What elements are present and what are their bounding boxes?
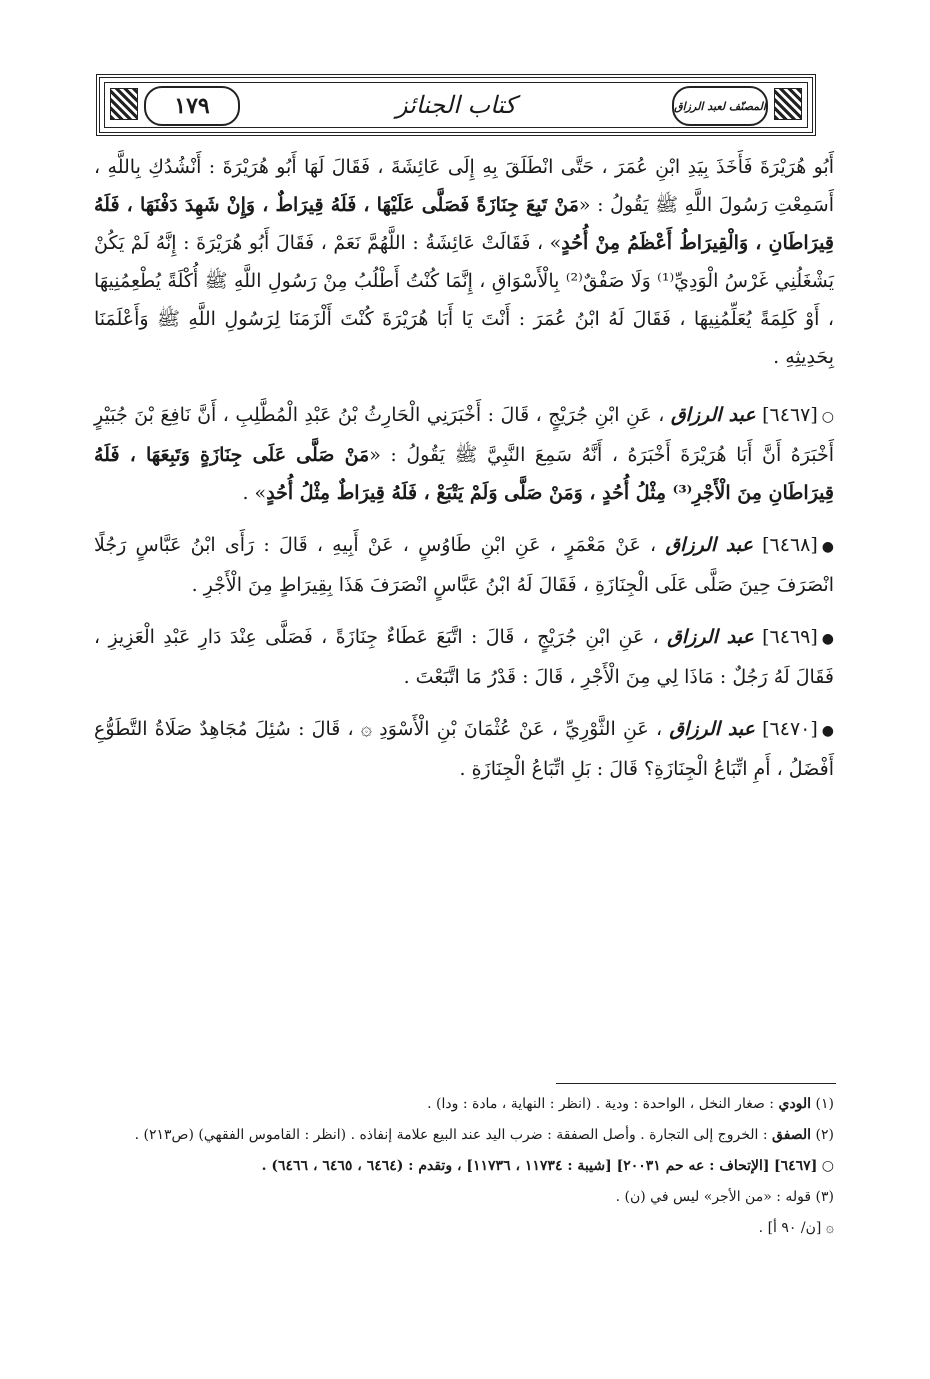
page-header [96,74,816,136]
hadith-paragraph: ○[٦٤٦٧] عبد الرزاق ، عَنِ ابْنِ جُرَيْجٍ ، قَالَ : أَخْبَرَنِي الْحَارِثُ بْنُ عَبْدِ الْمُطَّلِبِ ، أَنَّ نَافِعَ بْنَ جُبَيْرٍ أَخْبَرَهُ أَنَّ أَبَا هُرَيْرَةَ أَخْبَرَهُ ، أَنَّهُ سَمِعَ النَّبِيَّ ﷺ يَقُولُ : «مَنْ صَلَّى عَلَى جِنَازَةٍ وَتَبِعَهَا ، فَلَهُ قِيرَاطَانِ مِنَ الْأَجْرِ⁽³⁾ مِثْلُ أُحُدٍ ، وَمَنْ صَلَّى وَلَمْ يَتْبَعْ ، فَلَهُ قِيرَاطٌ مِثْلُ أُحُدٍ» . [94,396,834,512]
book-emblem: المصنّف لعبد الرزاق [672,86,768,126]
footnotes [94,1092,834,1247]
header-title: كتاب الجنائز [395,91,517,119]
hadith-number: [٦٤٦٨] [762,534,818,556]
star-marker-icon: ۞ [825,1220,834,1236]
hadith-number: [٦٤٧٠] [762,718,818,740]
main-text [94,148,834,802]
footnote: (١) الودي : صغار النخل ، الواحدة : ودية . (انظر : النهاية ، مادة : ودا) . [427,1096,834,1112]
source-name: عبد الرزاق [670,404,756,426]
source-name: عبد الرزاق [667,626,754,648]
hadith-paragraph: ●[٦٤٦٨] عبد الرزاق ، عَنْ مَعْمَرٍ ، عَنِ ابْنِ طَاوُسٍ ، عَنْ أَبِيهِ ، قَالَ : رَأَى ابْنُ عَبَّاسٍ رَجُلًا انْصَرَفَ حِينَ صَلَّى عَلَى الْجِنَازَةِ ، فَقَالَ لَهُ ابْنُ عَبَّاسٍ انْصَرَفَ هَذَا بِقِيرَاطٍ مِنَ الْأَجْرِ . [94,526,834,604]
filled-circle-icon: ● [821,723,834,739]
hadith-paragraph: ●[٦٤٧٠] عبد الرزاق ، عَنِ الثَّوْرِيِّ ، عَنْ عُثْمَانَ بْنِ الْأَسْوَدِ ۞ ، قَالَ : سُئِلَ مُجَاهِدٌ صَلَاةُ التَّطَوُّعِ أَفْضَلُ ، أَمِ اتِّبَاعُ الْجِنَازَةِ؟ قَالَ : بَلِ اتِّبَاعُ الْجِنَازَةِ . [94,710,834,788]
footnote: (٣) قوله : «من الأجر» ليس في (ن) . [615,1189,834,1205]
footnote: ○ [٦٤٦٧] [الإتحاف : عه حم ٢٠٠٣١] [شيبة : ١١٧٣٤ ، ١١٧٣٦] ، وتقدم : (٦٤٦٤ ، ٦٤٦٥ ، ٦٤٦٦) . [261,1158,834,1174]
page-number: ١٧٩ [144,86,240,126]
source-name: عبد الرزاق [669,718,755,740]
hadith-number: [٦٤٦٩] [762,626,818,648]
footnote-divider [556,1083,836,1084]
filled-circle-icon: ● [821,631,835,647]
hadith-paragraph: ●[٦٤٦٩] عبد الرزاق ، عَنِ ابْنِ جُرَيْجٍ ، قَالَ : اتَّبَعَ عَطَاءٌ جِنَازَةً ، فَصَلَّى عِنْدَ دَارِ عَبْدِ الْعَزِيزِ ، فَقَالَ لَهُ رَجُلٌ : مَاذَا لِي مِنَ الْأَجْرِ ، قَالَ : قَدْرُ مَا اتَّبَعْتَ . [94,618,834,696]
hadith-paragraph: أَبُو هُرَيْرَةَ فَأَخَذَ بِيَدِ ابْنِ عُمَرَ ، حَتَّى انْطَلَقَ بِهِ إِلَى عَائِشَةَ ، فَقَالَ لَهَا أَبُو هُرَيْرَةَ : أَنْشُدُكِ بِاللَّهِ ، أَسَمِعْتِ رَسُولَ اللَّهِ ﷺ يَقُولُ : «مَنْ تَبِعَ جِنَازَةً فَصَلَّى عَلَيْهَا ، فَلَهُ قِيرَاطٌ ، وَإِنْ شَهِدَ دَفْنَهَا ، فَلَهُ قِيرَاطَانِ ، وَالْقِيرَاطُ أَعْظَمُ مِنْ أُحُدٍ» ، فَقَالَتْ عَائِشَةُ : اللَّهُمَّ نَعَمْ ، فَقَالَ أَبُو هُرَيْرَةَ : إِنَّهُ لَمْ يَكُنْ يَشْغَلُنِي غَرْسُ الْوَدِيِّ⁽¹⁾ وَلَا صَفْقٌ⁽²⁾ بِالْأَسْوَاقِ ، إِنَّمَا كُنْتُ أَطْلُبُ مِنْ رَسُولِ اللَّهِ ﷺ أُكْلَةً يُطْعِمُنِيهَا ، أَوْ كَلِمَةً يُعَلِّمُنِيهَا ، فَقَالَ لَهُ ابْنُ عُمَرَ : أَنْتَ يَا أَبَا هُرَيْرَةَ كُنْتَ أَلْزَمَنَا لِرَسُولِ اللَّهِ ﷺ وَأَعْلَمَنَا بِحَدِيثِهِ . [94,156,835,368]
hollow-circle-icon: ○ [821,1158,834,1174]
ornament-left-icon [110,88,138,120]
source-name: عبد الرزاق [665,534,753,556]
hollow-circle-icon: ○ [821,409,834,425]
hadith-number: [٦٤٦٧] [762,404,818,426]
footnote: (٢) الصفق : الخروج إلى التجارة . وأصل الصفقة : ضرب اليد عند البيع علامة إنفاذه . (انظر : القاموس الفقهي) (ص٢١٣) . [134,1127,834,1143]
filled-circle-icon: ● [821,539,834,555]
footnote: ۞ [ن/ ٩٠ أ] . [758,1220,834,1236]
ornament-right-icon [774,88,802,120]
